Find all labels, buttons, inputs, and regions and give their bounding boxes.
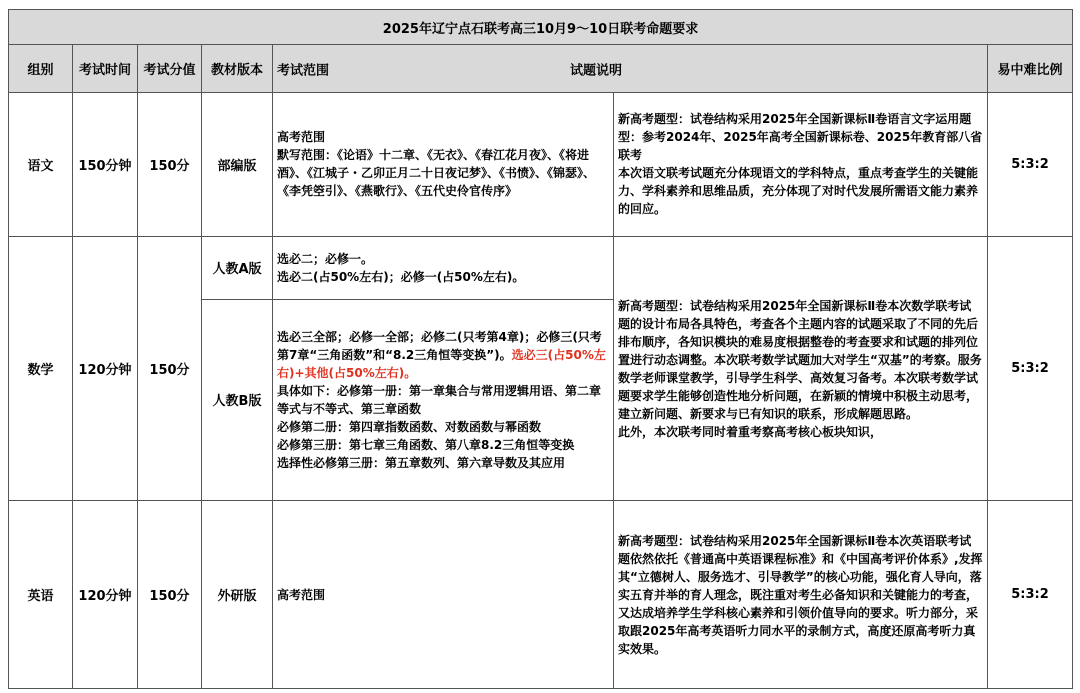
- header-group: 组别: [9, 45, 73, 92]
- math-time: 120分钟: [73, 236, 138, 500]
- math-scope-b-intro: 选必三全部；必修一全部；必修二(只考第4章)；必修三(只考第7章“三角函数”和“8.2三角恒等变换”)。: [277, 329, 602, 362]
- chinese-scope-line: 默写范围：《论语》十二章、《无衣》、《春江花月夜》、《将进酒》、《江城子・乙卯正月二十日夜记梦》、《书愤》、《锦瑟》、《李凭箜引》、《燕歌行》、《五代史伶官传序》: [277, 148, 596, 199]
- math-group: 数学: [9, 236, 73, 500]
- math-scope-b-detail: 必修第二册：第四章指数函数、对数函数与幂函数: [277, 419, 542, 434]
- english-ratio: 5:3:2: [988, 501, 1073, 689]
- chinese-description: [614, 92, 988, 236]
- math-scope-b-detail: 具体如下：必修第一册：第一章集合与常用逻辑用语、第二章等式与不等式、第三章函数: [277, 383, 602, 416]
- header-ratio: 易中难比例: [988, 45, 1073, 92]
- chinese-score: 150分: [138, 92, 202, 236]
- table-row-chinese: [9, 92, 1073, 236]
- header-score: 考试分值: [138, 45, 202, 92]
- math-edition-a: 人教A版: [202, 236, 273, 299]
- english-edition: 外研版: [202, 501, 273, 689]
- requirements-table: [8, 9, 1073, 689]
- math-edition-b: 人教B版: [202, 299, 273, 501]
- chinese-ratio: 5:3:2: [988, 92, 1073, 236]
- table-row-english: [9, 501, 1073, 689]
- table-title: 2025年辽宁点石联考高三10月9～10日联考命题要求: [9, 10, 1073, 45]
- math-ratio: 5:3:2: [988, 236, 1073, 500]
- chinese-scope-line: 高考范围: [277, 130, 326, 145]
- chinese-group: 语文: [9, 92, 73, 236]
- table-row-math-a: [9, 236, 1073, 299]
- math-description: [614, 236, 988, 500]
- math-scope-b-detail: 选择性必修第三册：第五章数列、第六章导数及其应用: [277, 455, 566, 470]
- header-scope: 考试范围: [277, 63, 330, 78]
- english-score: 150分: [138, 501, 202, 689]
- chinese-description-line: 新高考题型：试卷结构采用2025年全国新课标Ⅱ卷语言文字运用题型：参考2024年、2025年高考全国新课标卷、2025年教育部八省联考: [618, 112, 983, 163]
- math-scope-a-line: 选必二；必修一。: [277, 251, 374, 266]
- header-time: 考试时间: [73, 45, 138, 92]
- english-scope: 高考范围: [273, 501, 614, 689]
- header-description: 试题说明: [570, 63, 623, 78]
- chinese-description-line: 本次语文联考试题充分体现语文的学科特点，重点考查学生的关键能力、学科素养和思维品质，充分体现了对时代发展所需语文能力素养的回应。: [618, 166, 979, 217]
- math-scope-a-line: 选必二(占50%左右)；必修一(占50%左右)。: [277, 269, 525, 284]
- english-time: 120分钟: [73, 501, 138, 689]
- chinese-time: 150分钟: [73, 92, 138, 236]
- math-scope-b: [273, 299, 614, 501]
- math-scope-b-detail: 必修第三册：第七章三角函数、第八章8.2三角恒等变换: [277, 437, 575, 452]
- math-description-line: 新高考题型：试卷结构采用2025年全国新课标Ⅱ卷本次数学联考试题的设计布局各具特色，考查各个主题内容的试题采取了不同的先后排布顺序，各知识模块的难易度根据整卷的考查要求和试题的排列位置进行动态调整。本次联考数学试题加大对学生“双基”的考察。服务数学老师课堂教学，引导学生科学、高效复习备考。本次联考数学试题要求学生能够创造性地分析问题，在新颖的情境中积极主动思考，建立新问题、新要求与已有知识的联系，形成解题思路。: [618, 298, 982, 421]
- math-scope-b-intro-line: [277, 328, 609, 382]
- english-description: 新高考题型：试卷结构采用2025年全国新课标Ⅱ卷本次英语联考试题依然依托《普通高中英语课程标准》和《中国高考评价体系》,发挥其“立德树人、服务选才、引导教学”的核心功能，强化育人导向，落实五育并举的育人理念，既注重对考生必备知识和关键能力的考查，又达成培养学生学科核心素养和引领价值导向的要求。听力部分，采取跟2025年高考英语听力同水平的录制方式，高度还原高考听力真实效果。: [614, 501, 988, 689]
- header-edition: 教材版本: [202, 45, 273, 92]
- english-group: 英语: [9, 501, 73, 689]
- chinese-edition: 部编版: [202, 92, 273, 236]
- math-scope-a: [273, 236, 614, 299]
- math-scope-b-highlight: 选必三(占50%左右)+其他(占50%左右)。: [277, 347, 606, 380]
- chinese-scope: [273, 92, 614, 236]
- math-description-line: 此外，本次联考同时着重考察高考核心板块知识，: [618, 424, 883, 439]
- header-scope-description: [273, 45, 988, 92]
- math-score: 150分: [138, 236, 202, 500]
